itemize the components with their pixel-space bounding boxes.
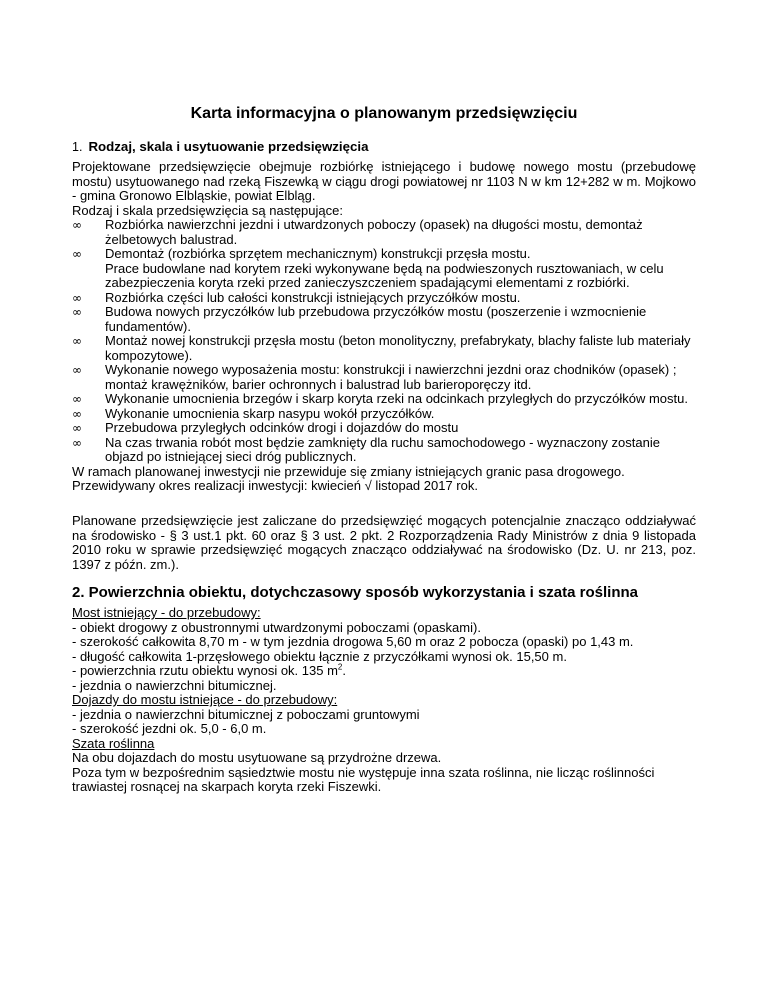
surface-line: - jezdnia o nawierzchni bitumicznej.: [72, 677, 277, 693]
bullet-icon: ∞: [72, 290, 82, 305]
list-item-text: Demontaż (rozbiórka sprzętem mechanicznym) konstrukcji przęsła mostu.: [105, 246, 531, 261]
bullet-icon: ∞: [72, 406, 82, 421]
vegetation-line: Poza tym w bezpośrednim sąsiedztwie mostu nie występuje inna szata roślinna, nie licząc roślinności trawiastej rosnącej na skarpach koryta rzeki Fiszewki.: [72, 764, 655, 794]
area-line: [72, 664, 696, 679]
vegetation-line: Na obu dojazdach do mostu usytuowane są przydrożne drzewa.: [72, 750, 442, 765]
bullet-icon: ∞: [72, 334, 82, 348]
section-1-heading-text: Rodzaj, skala i usytuowanie przedsięwzięcia: [88, 139, 369, 154]
list-item: [72, 363, 696, 392]
approaches-heading: Dojazdy do mostu istniejące - do przebudowy:: [72, 692, 338, 707]
boundary-paragraph: W ramach planowanej inwestycji nie przewiduje się zmiany istniejących granic pasa drogowego.: [72, 463, 625, 479]
section-2-body: [72, 606, 696, 795]
intro-paragraph: Projektowane przedsięwzięcie obejmuje rozbiórkę istniejącego i budowę nowego mostu (przebudowę mostu) usytuowanego nad rzeką Fiszewką w ciągu drogi powiatowej nr 1103 N w km 12+282 w m. Mojkowo - gmina Gronowo Elbląskie, powiat Elbląg.: [72, 159, 696, 203]
list-item-note: Prace budowlane nad korytem rzeki wykonywane będą na podwieszonych rusztowaniach, w celu zabezpieczenia koryta rzeki przed zanieczyszczeniem spadającymi elementami z rozbiórki.: [105, 260, 664, 290]
existing-bridge-heading: Most istniejący - do przebudowy:: [72, 605, 261, 620]
bullet-icon: ∞: [72, 392, 82, 406]
list-item: [72, 392, 696, 407]
list-item-text: Na czas trwania robót most będzie zamknięty dla ruchu samochodowego - wyznaczony zostanie objazd po istniejącej sieci dróg publicznych.: [105, 434, 660, 464]
area-text: - powierzchnia rzutu obiektu wynosi ok. 135 m: [72, 663, 338, 678]
scope-list: [72, 218, 696, 465]
bullet-icon: ∞: [72, 247, 82, 261]
page-title: Karta informacyjna o planowanym przedsięwzięciu: [190, 105, 578, 122]
section-1-heading: [72, 140, 369, 155]
list-item: [72, 334, 696, 363]
approaches-line: - szerokość jezdni ok. 5,0 - 6,0 m.: [72, 721, 267, 736]
list-item-text: Wykonanie umocnienia skarp nasypu wokół przyczółków.: [105, 405, 435, 421]
list-item-text: Wykonanie nowego wyposażenia mostu: konstrukcji i nawierzchni jezdni oraz chodników (opasek) ; montaż krawężników, barier ochronnych i balustrad lub barieroporęczy itd.: [105, 362, 677, 392]
regulation-paragraph: Planowane przedsięwzięcie jest zaliczane do przedsięwzięć mogących potencjalnie znacząco oddziaływać na środowisko - § 3 ust.1 pkt. 60 oraz § 3 ust. 2 pkt. 2 Rozporządzenia Rady Ministrów z dnia 9 listopada 2010 roku w sprawie przedsięwzięć mogących znacząco oddziaływać na środowisko (Dz. U. nr 213, poz. 1397 z późn. zm.).: [72, 513, 696, 572]
list-item: [72, 407, 696, 422]
existing-bridge-line: - obiekt drogowy z obustronnymi utwardzonymi poboczami (opaskami).: [72, 619, 481, 635]
list-item-text: Rozbiórka nawierzchni jezdni i utwardzonych poboczy (opasek) na długości mostu, demontaż żelbetowych balustrad.: [105, 217, 643, 247]
list-item: [72, 291, 696, 306]
list-item: [72, 305, 696, 334]
section-2-heading: 2. Powierzchnia obiektu, dotychczasowy sposób wykorzystania i szata roślinna: [72, 584, 638, 601]
list-item: [72, 218, 696, 247]
period-paragraph: Przewidywany okres realizacji inwestycji: kwiecień √ listopad 2017 rok.: [72, 478, 478, 493]
bullet-icon: ∞: [72, 218, 82, 232]
vegetation-heading: Szata roślinna: [72, 735, 155, 751]
list-item-text: Przebudowa przyległych odcinków drogi i dojazdów do mostu: [105, 420, 459, 435]
bullet-icon: ∞: [72, 305, 82, 319]
list-item: [72, 247, 696, 291]
list-item: [72, 436, 696, 465]
section-1-number: 1.: [72, 140, 83, 154]
list-item-text: Montaż nowej konstrukcji przęsła mostu (beton monolityczny, prefabrykaty, blachy faliste lub materiały kompozytowe).: [105, 333, 691, 363]
section-1-body: [72, 160, 696, 494]
bullet-icon: ∞: [72, 363, 82, 377]
regulation-block: [72, 514, 696, 572]
list-item-text: Rozbiórka części lub całości konstrukcji istniejących przyczółków mostu.: [105, 289, 521, 305]
list-item: [72, 421, 696, 436]
existing-bridge-line: - długość całkowita 1-przęsłowego obiektu łącznie z przyczółkami wynosi ok. 15,50 m.: [72, 648, 567, 664]
existing-bridge-line: - szerokość całkowita 8,70 m - w tym jezdnia drogowa 5,60 m oraz 2 pobocza (opaski) po 1,43 m.: [72, 634, 634, 649]
list-item-text: Wykonanie umocnienia brzegów i skarp koryta rzeki na odcinkach przyległych do przyczółków mostu.: [105, 391, 688, 406]
bullet-icon: ∞: [72, 421, 82, 435]
list-intro: Rodzaj i skala przedsięwzięcia są następujące:: [72, 202, 343, 218]
list-item-text: Budowa nowych przyczółków lub przebudowa przyczółków mostu (poszerzenie i wzmocnienie fundamentów).: [105, 304, 647, 334]
approaches-line: - jezdnia o nawierzchni bitumicznej z poboczami gruntowymi: [72, 706, 420, 722]
area-end: .: [342, 663, 346, 678]
area-superscript: 2: [337, 662, 343, 672]
bullet-icon: ∞: [72, 435, 82, 450]
